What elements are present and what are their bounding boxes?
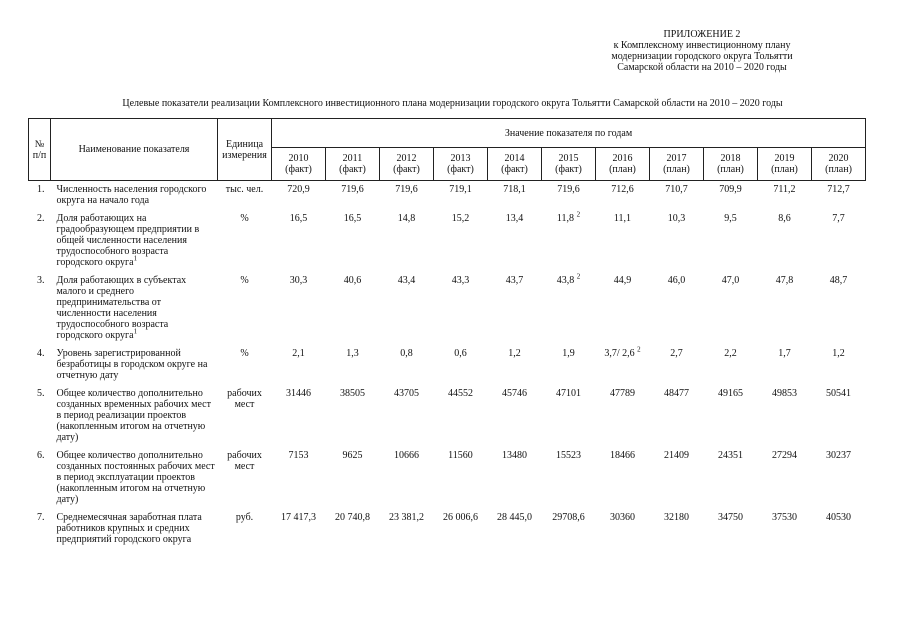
value-cell [704,385,758,447]
value-cell [812,210,866,272]
value-cell [650,181,704,211]
value-cell [596,447,650,509]
row-name: Общее количество дополнительно созданных временных рабочих мест в период реализации проектов (накопленным итогом на отчетную дату) [56,388,211,443]
footnote-mark: 1 [133,327,138,336]
value: 26 006,6 [443,512,478,523]
year-kind: (план) [609,164,636,175]
year-kind: (факт) [393,164,420,175]
year-label: 2015 [558,153,579,164]
document-title: Целевые показатели реализации Комплексного инвестиционного плана модернизации городского округа Тольятти Самарской области на 2010 – 2020 годы [122,98,783,109]
value: 31446 [286,388,311,399]
year-header [704,148,758,181]
value: 28 445,0 [497,512,532,523]
year-header [380,148,434,181]
value-cell [596,181,650,211]
value-cell [542,385,596,447]
value-cell [758,272,812,345]
value-cell [812,385,866,447]
value: 15523 [556,450,581,461]
value-cell [650,509,704,549]
value-cell [272,509,326,549]
value-cell [488,345,542,385]
value-cell [434,509,488,549]
value: 47789 [610,388,635,399]
row-number: 1. [37,184,45,195]
year-header [272,148,326,181]
indicators-table [28,118,866,549]
value: 11,8 [556,213,575,224]
value-cell [596,210,650,272]
value-cell [650,210,704,272]
value-cell [650,447,704,509]
year-label: 2014 [504,153,525,164]
value: 1,9 [562,348,575,359]
row-unit: % [240,275,249,286]
value-cell [326,447,380,509]
year-header [434,148,488,181]
value-cell [272,385,326,447]
row-unit: % [240,213,249,224]
value-cell [434,181,488,211]
value-cell [704,210,758,272]
value: 38505 [340,388,365,399]
value-cell [434,447,488,509]
value-cell [704,509,758,549]
row-name: Численность населения городского округа на начало года [56,184,207,206]
value: 47,8 [775,275,794,286]
value: 1,2 [508,348,521,359]
year-label: 2010 [288,153,309,164]
value: 0,6 [454,348,467,359]
year-kind: (факт) [501,164,528,175]
value-cell [758,385,812,447]
table-row [29,509,866,549]
value: 49853 [772,388,797,399]
year-label: 2020 [828,153,849,164]
value: 16,5 [289,213,308,224]
value: 43,8 [556,275,575,286]
value-cell [704,345,758,385]
value-cell [272,345,326,385]
header-num: № п/п [29,119,51,181]
year-header [542,148,596,181]
row-name: Доля работающих на градообразующем предприятии в общей численности населения трудоспособного возраста городского округа [56,213,200,268]
year-header [758,148,812,181]
value-cell [596,345,650,385]
value: 711,2 [773,184,796,195]
appendix-line: к Комплексному инвестиционному плану [613,40,791,51]
value: 47,0 [721,275,740,286]
value-cell [758,345,812,385]
value: 719,6 [395,184,418,195]
value: 718,1 [503,184,526,195]
year-label: 2017 [666,153,687,164]
row-unit: рабочих мест [227,450,262,472]
value: 10666 [394,450,419,461]
value-cell [326,345,380,385]
value-cell [272,272,326,345]
footnote-mark: 2 [637,345,641,354]
value: 30237 [826,450,852,461]
value: 29708,6 [552,512,585,523]
table-row [29,385,866,447]
value: 9,5 [724,213,737,224]
value-cell [542,345,596,385]
appendix-line: модернизации городского округа Тольятти [611,51,793,62]
value: 11560 [448,450,473,461]
value: 712,7 [827,184,850,195]
value-cell [596,509,650,549]
value-cell [812,272,866,345]
value-cell [542,272,596,345]
year-label: 2013 [450,153,471,164]
value: 20 740,8 [335,512,370,523]
value: 44552 [448,388,473,399]
value: 44,9 [613,275,632,286]
row-number: 5. [37,388,45,399]
value-cell [758,447,812,509]
year-kind: (план) [717,164,744,175]
table-row [29,210,866,272]
year-kind: (факт) [285,164,312,175]
value: 30360 [610,512,635,523]
year-label: 2016 [612,153,633,164]
value-cell [488,509,542,549]
value-cell [326,210,380,272]
year-kind: (факт) [555,164,582,175]
row-number: 6. [37,450,45,461]
value: 719,6 [557,184,580,195]
value-cell [650,272,704,345]
value-cell [326,181,380,211]
row-number: 7. [37,512,45,523]
value: 2,2 [724,348,737,359]
value-cell [488,181,542,211]
footnote-mark: 2 [576,210,581,219]
value-cell [596,272,650,345]
year-header [596,148,650,181]
row-unit: рабочих мест [227,388,262,410]
value-cell [380,272,434,345]
year-label: 2018 [720,153,741,164]
row-unit: руб. [235,512,254,523]
year-kind: (план) [825,164,852,175]
value: 47101 [556,388,581,399]
header-unit: Единица измерения [218,119,272,181]
value: 9625 [342,450,363,461]
value-cell [380,345,434,385]
value: 709,9 [719,184,742,195]
value-cell [434,210,488,272]
value: 10,3 [667,213,686,224]
value-cell [272,447,326,509]
value: 710,7 [665,184,688,195]
row-number: 2. [37,213,45,224]
value-cell [650,385,704,447]
value-cell [542,447,596,509]
table-row [29,345,866,385]
row-number: 4. [37,348,45,359]
value: 45746 [502,388,527,399]
value-cell [488,272,542,345]
row-name-cell [51,181,218,211]
value: 18466 [610,450,635,461]
value: 7153 [288,450,309,461]
value-cell [812,509,866,549]
row-name: Общее количество дополнительно созданных постоянных рабочих мест в период эксплуатации проектов (накопленным итогом на отчетную дату) [56,450,215,505]
value: 43,3 [451,275,470,286]
value: 8,6 [778,213,791,224]
row-name-cell [51,509,218,549]
value-cell [812,181,866,211]
row-name: Доля работающих в субъектах малого и среднего предпринимательства от численности населения трудоспособного возраста городского округа [56,275,187,341]
year-label: 2012 [396,153,417,164]
value: 15,2 [451,213,470,224]
value-cell [812,447,866,509]
value-cell [542,210,596,272]
value-cell [326,509,380,549]
value-cell [542,509,596,549]
table-row [29,447,866,509]
value: 27294 [772,450,797,461]
value-cell [758,210,812,272]
value: 30,3 [289,275,308,286]
table-row [29,272,866,345]
year-kind: (факт) [339,164,366,175]
value-cell [434,272,488,345]
value: 13480 [502,450,527,461]
value: 1,7 [778,348,791,359]
appendix-line: ПРИЛОЖЕНИЕ 2 [663,29,741,40]
row-name: Среднемесячная заработная плата работников крупных и средних предприятий городского округа [56,512,202,545]
value-cell [272,210,326,272]
appendix-header [577,29,827,73]
value: 719,6 [341,184,364,195]
value: 23 381,2 [389,512,424,523]
value: 1,2 [832,348,845,359]
value: 3,7/ 2,6 [604,348,635,359]
value-cell [380,509,434,549]
footnote-mark: 2 [576,272,581,281]
value: 46,0 [667,275,686,286]
value-cell [326,272,380,345]
row-unit: тыс. чел. [225,184,264,195]
value-cell [488,385,542,447]
row-name-cell [51,447,218,509]
value: 13,4 [505,213,524,224]
year-header [650,148,704,181]
year-header [326,148,380,181]
year-kind: (план) [663,164,690,175]
year-header [488,148,542,181]
value: 40,6 [343,275,362,286]
year-label: 2011 [342,153,363,164]
value-cell [704,447,758,509]
value-cell [650,345,704,385]
header-name: Наименование показателя [51,119,218,181]
table-row [29,181,866,211]
value-cell [704,272,758,345]
value-cell [542,181,596,211]
row-name-cell [51,345,218,385]
value: 21409 [664,450,689,461]
row-name-cell [51,385,218,447]
value: 2,7 [670,348,683,359]
value-cell [380,447,434,509]
value: 1,3 [346,348,359,359]
value-cell [758,509,812,549]
value-cell [596,385,650,447]
value: 43,4 [397,275,416,286]
value: 48477 [664,388,689,399]
value: 43705 [394,388,419,399]
value: 48,7 [829,275,848,286]
value-cell [704,181,758,211]
appendix-line: Самарской области на 2010 – 2020 годы [617,62,787,73]
row-unit: % [240,348,249,359]
value: 16,5 [343,213,362,224]
year-label: 2019 [774,153,795,164]
value-cell [758,181,812,211]
value-cell [272,181,326,211]
value: 0,8 [400,348,413,359]
value-cell [326,385,380,447]
value-cell [380,181,434,211]
value: 712,6 [611,184,634,195]
value: 50541 [826,388,852,399]
value-cell [380,385,434,447]
row-name: Уровень зарегистрированной безработицы в городском округе на отчетную дату [56,348,208,381]
year-kind: (план) [771,164,798,175]
row-number: 3. [37,275,45,286]
value-cell [488,210,542,272]
value-cell [488,447,542,509]
value: 17 417,3 [281,512,316,523]
value-cell [812,345,866,385]
header-group: Значение показателя по годам [272,119,866,148]
value: 2,1 [292,348,305,359]
value: 14,8 [397,213,416,224]
value: 43,7 [505,275,524,286]
value: 719,1 [449,184,472,195]
year-kind: (факт) [447,164,474,175]
row-name-cell [51,272,218,345]
footnote-mark: 1 [133,254,138,263]
value: 34750 [718,512,743,523]
year-header [812,148,866,181]
value: 49165 [718,388,743,399]
value: 32180 [664,512,689,523]
value-cell [434,345,488,385]
value: 7,7 [832,213,845,224]
value-cell [380,210,434,272]
value-cell [434,385,488,447]
row-name-cell [51,210,218,272]
value: 40530 [826,512,852,523]
value: 24351 [718,450,743,461]
value: 37530 [772,512,797,523]
value: 720,9 [287,184,310,195]
value: 11,1 [613,213,632,224]
